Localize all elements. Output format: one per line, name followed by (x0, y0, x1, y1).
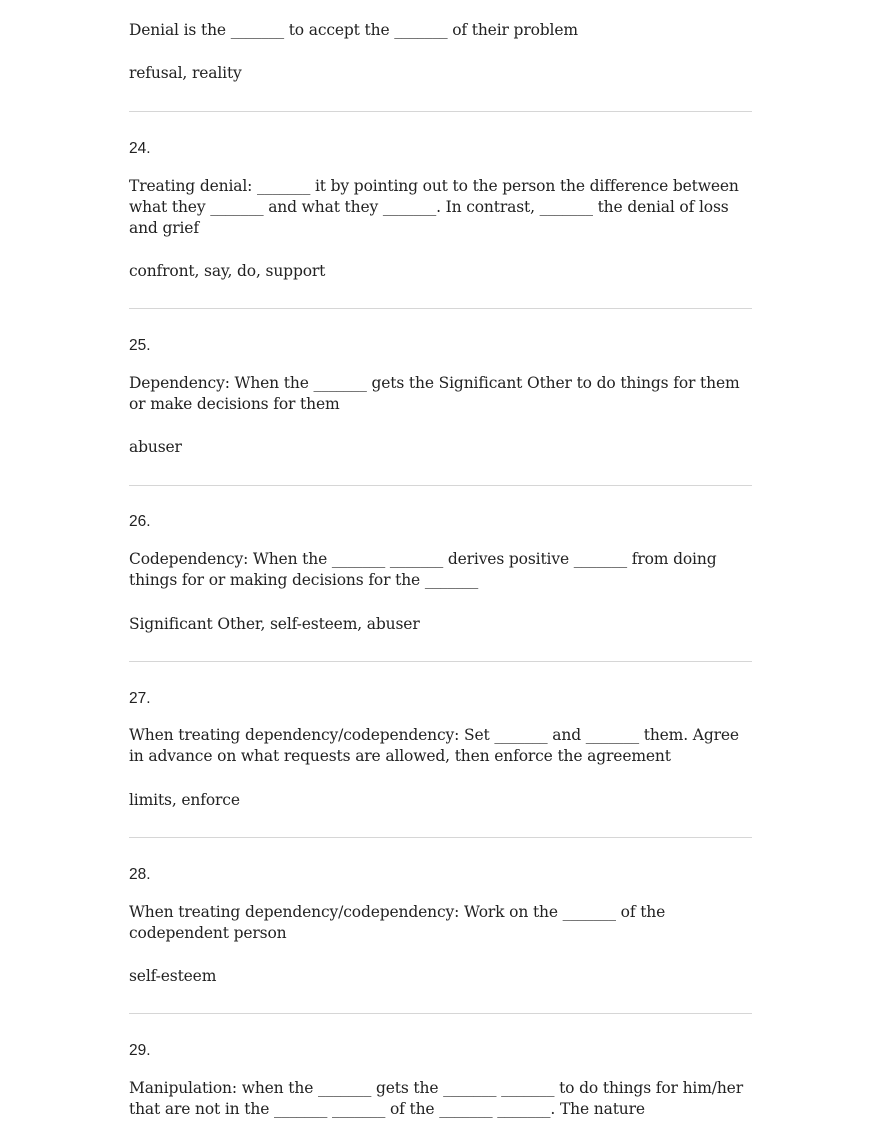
card-28 (129, 865, 752, 985)
card-24 (129, 139, 752, 280)
card-question: When treating dependency/codependency: Set _______ and _______ them. Agree in advance on what requests are allowed, then enforce the agreement (129, 726, 739, 765)
card-number: 25. (129, 337, 151, 354)
card-divider (129, 111, 752, 112)
card-answer: limits, enforce (129, 791, 240, 809)
card-question: Treating denial: _______ it by pointing out to the person the difference between what they _______ and what they _______. In contrast, _______ the denial of loss and grief (129, 177, 739, 237)
card-answer: refusal, reality (129, 64, 242, 82)
card-number: 27. (129, 690, 151, 707)
card-23 (129, 20, 752, 82)
card-answer: self-esteem (129, 967, 217, 985)
card-number: 28. (129, 866, 151, 883)
card-question: When treating dependency/codependency: Work on the _______ of the codependent person (129, 903, 666, 942)
card-question: Codependency: When the _______ _______ derives positive _______ from doing things for or making decisions for the _______ (129, 550, 717, 589)
card-number: 29. (129, 1042, 151, 1059)
card-question: Dependency: When the _______ gets the Significant Other to do things for them or make decisions for them (129, 374, 740, 413)
card-divider (129, 308, 752, 309)
card-number: 24. (129, 140, 151, 157)
card-question: Denial is the _______ to accept the _______ of their problem (129, 21, 578, 39)
card-27 (129, 689, 752, 809)
card-29 (129, 1041, 752, 1118)
card-answer: abuser (129, 438, 182, 456)
card-answer: confront, say, do, support (129, 262, 326, 280)
card-26 (129, 512, 752, 633)
card-divider (129, 1013, 752, 1014)
card-divider (129, 837, 752, 838)
card-question: Manipulation: when the _______ gets the _______ _______ to do things for him/her that are not in the _______ _______ of the _______ _______. The nature (129, 1079, 743, 1118)
card-25 (129, 336, 752, 456)
card-number: 26. (129, 513, 151, 530)
card-divider (129, 485, 752, 486)
card-divider (129, 661, 752, 662)
card-answer: Significant Other, self-esteem, abuser (129, 615, 420, 633)
